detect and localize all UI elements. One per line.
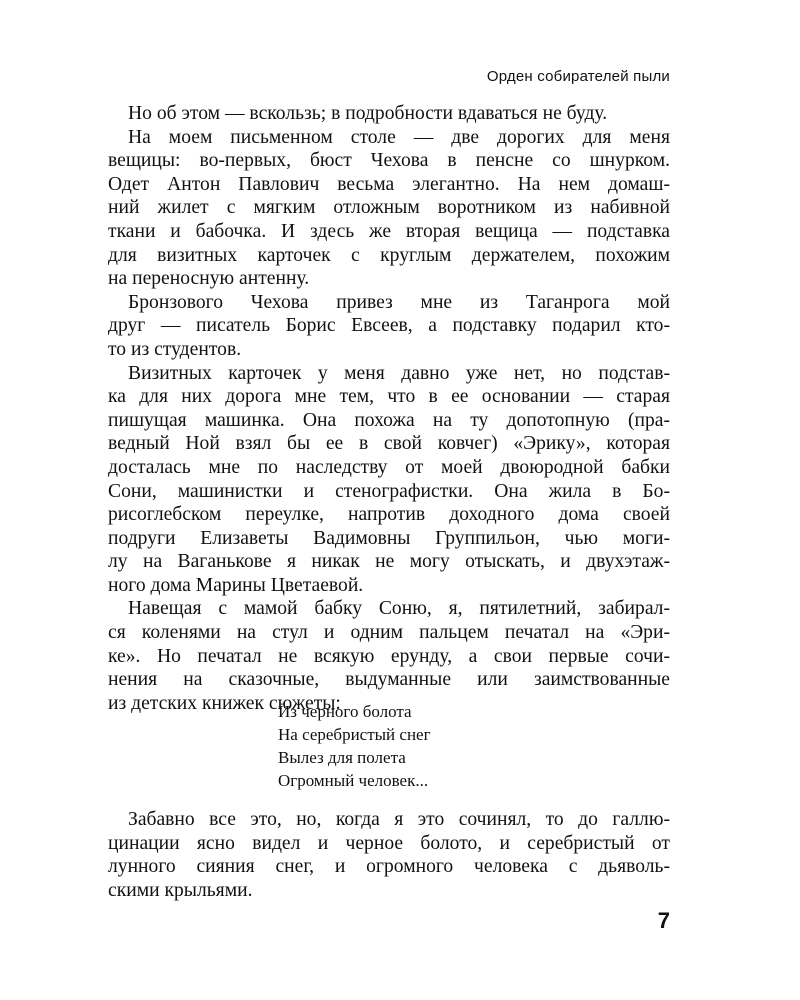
text-line: ся коленями на стул и одним пальцем печатал на «Эри-: [108, 622, 670, 644]
running-header: Орден собирателей пыли: [486, 68, 670, 85]
text-line: На моем письменном столе — две дорогих для меня: [128, 126, 670, 148]
text-line: лунного сияния снег, и огромного человека с дьяволь-: [108, 856, 670, 878]
text-line: Но об этом — вскользь; в подробности вдаваться не буду.: [128, 103, 608, 124]
poem-line: Вылез для полета: [278, 748, 406, 767]
poem-line: На серебристый снег: [278, 725, 431, 744]
text-line: ного дома Марины Цветаевой.: [108, 574, 364, 596]
text-line: ний жилет с мягким отложным воротником из набивной: [108, 197, 670, 219]
text-line: цинации ясно видел и черное болото, и серебристый от: [108, 832, 670, 854]
text-line: для визитных карточек с круглым держателем, похожим: [108, 244, 670, 266]
text-line: из детских книжек сюжеты:: [108, 692, 341, 714]
text-line: то из студентов.: [108, 338, 242, 360]
main-text: [108, 102, 670, 715]
text-line: на переносную антенну.: [108, 268, 310, 290]
closing-paragraph: [108, 808, 670, 902]
text-line: досталась мне по наследству от моей двоюродной бабки: [108, 456, 670, 478]
text-line: Визитных карточек у меня давно уже нет, но подстав-: [128, 362, 670, 384]
poem-verse: [278, 700, 431, 792]
text-line: рисоглебском переулке, напротив доходного дома своей: [108, 504, 670, 526]
text-line: вещицы: во-первых, бюст Чехова в пенсне со шнурком.: [108, 150, 670, 172]
text-line: скими крыльями.: [108, 879, 253, 901]
text-line: ка для них дорога мне тем, что в ее основании — старая: [108, 386, 670, 408]
page-number: 7: [657, 908, 670, 933]
text-line: друг — писатель Борис Евсеев, а подставку подарил кто-: [108, 315, 670, 337]
text-line: нения на сказочные, выдуманные или заимствованные: [108, 669, 670, 691]
text-line: Навещая с мамой бабку Соню, я, пятилетний, забирал-: [128, 598, 670, 620]
text-line: подруги Елизаветы Вадимовны Группильон, чью моги-: [108, 527, 670, 549]
text-line: лу на Ваганькове я никак не могу отыскать, и двухэтаж-: [108, 551, 670, 573]
poem-line: Огромный человек...: [278, 771, 429, 790]
text-line: пишущая машинка. Она похожа на ту допотопную (пра-: [108, 409, 670, 431]
text-line: ткани и бабочка. И здесь же вторая вещица — подставка: [108, 220, 670, 242]
text-line: Сони, машинистки и стенографистки. Она жила в Бо-: [108, 480, 670, 502]
text-line: Забавно все это, но, когда я это сочинял, то до галлю-: [128, 809, 670, 830]
text-line: Бронзового Чехова привез мне из Таганрога мой: [128, 291, 670, 313]
text-line: ке». Но печатал не всякую ерунду, а свои первые сочи-: [108, 645, 670, 667]
text-line: Одет Антон Павлович весьма элегантно. На нем домаш-: [108, 173, 670, 195]
poem-line: Из черного болота: [278, 702, 412, 721]
text-line: ведный Ной взял бы ее в свой ковчег) «Эрику», которая: [108, 433, 670, 455]
